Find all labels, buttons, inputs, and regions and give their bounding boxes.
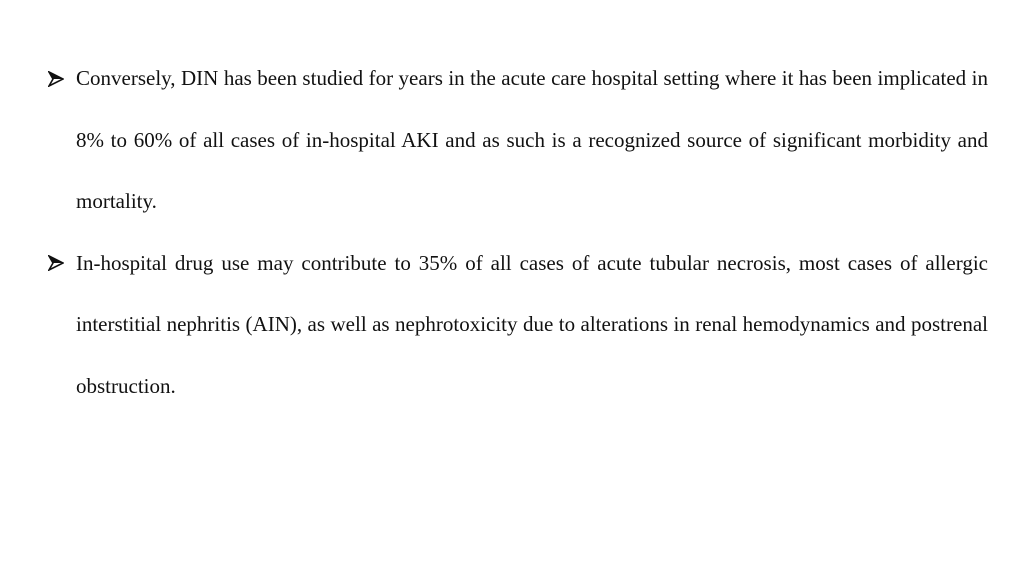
- arrowhead-bullet-icon: [48, 48, 70, 110]
- bullet-list: [48, 48, 988, 417]
- bullet-text: In-hospital drug use may contribute to 35% of all cases of acute tubular necrosis, most cases of allergic interstitial nephritis (AIN), as well as nephrotoxicity due to alterations in renal hemodynamics and postrenal obstruction.: [76, 250, 988, 398]
- bullet-text: Conversely, DIN has been studied for years in the acute care hospital setting where it has been implicated in 8% to 60% of all cases of in-hospital AKI and as such is a recognized source of significant morbidity and mortality.: [76, 66, 988, 213]
- bullet-item: [48, 48, 988, 233]
- bullet-item: [48, 233, 988, 418]
- arrowhead-bullet-icon: [48, 233, 70, 295]
